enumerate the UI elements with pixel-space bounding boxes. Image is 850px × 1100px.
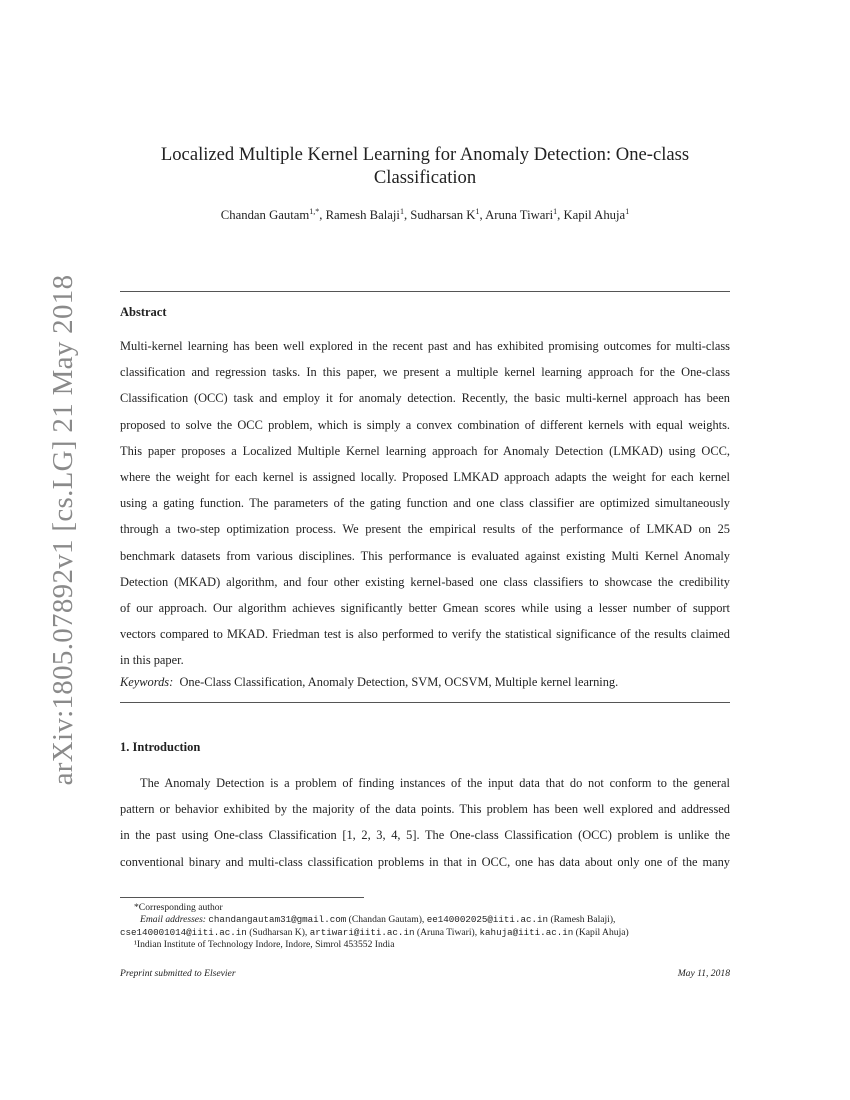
author: Aruna Tiwari [485,208,554,223]
email-label: Email addresses: [140,914,206,926]
abstract-line: of our approach. Our algorithm achieves significantly better Gmean scores while using a lesser number of support [120,600,730,615]
email-address: artiwari@iiti.ac.in [309,926,415,938]
author-list: Chandan Gautam$^{1,*}$, Ramesh Balaji$^1$, Sudharsan $K^1$, Aruna Tiwari$^1$, Kapil Ahuja$^1$ [220,207,630,223]
intro-line: conventional binary and multi-class classification problems in that in OCC, one has data about only one of the many [120,854,730,869]
author: Ramesh Balaji [325,208,400,223]
abstract-line: classification and regression tasks. In this paper, we present a multiple kernel learning approach for the One-class [120,365,730,380]
section-heading-introduction: 1. Introduction [120,740,201,754]
abstract-line: using a gating function. The parameters of the gating function and one class classifier are optimized simultaneously [120,496,730,511]
abstract-line: vectors compared to MKAD. Friedman test is also performed to verify the statistical significance of the results claimed [120,627,730,642]
footnote-affiliation: ¹Indian Institute of Technology Indore, Indore, Simrol 453552 India [134,939,395,951]
abstract-top-rule [120,291,730,292]
introduction-paragraph [120,770,730,875]
abstract-line: This paper proposes a Localized Multiple Kernel learning approach for Anomaly Detection (LMKAD) using OCC, [120,443,730,458]
keywords-label: Keywords: [120,675,174,689]
footnotes: *Corresponding author Email addresses: chandangautam31@gmail.com (Chandan Gautam), ee140002025@iiti.ac.in (Ramesh Balaji), cse140001014@iiti.ac.in (Sudharsan K), artiwari@iiti.ac.in (Aruna Tiwari), kahuja@iiti.ac.in (Kapil Ahuja) ¹Indian Institute of Technology Indore, Indore, Simrol 453552 India [120,902,730,952]
author: Sudharsan K [410,208,476,223]
arxiv-sidebar-stamp: arXiv:1805.07892v1 [cs.LG] 21 May 2018 [47,274,79,786]
abstract-bottom-rule [120,702,730,703]
intro-line: pattern or behavior exhibited by the majority of the data points. This problem has been well explored and addressed [120,802,730,817]
author: Chandan Gautam [220,208,310,223]
keywords-text: One-Class Classification, Anomaly Detection, SVM, OCSVM, Multiple kernel learning. [179,675,619,689]
abstract-line: Detection (MKAD) algorithm, and four other existing kernel-based one class classifiers to showcase the credibility [120,574,730,589]
footer-date: May 11, 2018 [677,968,730,979]
abstract-line: proposed to solve the OCC problem, which is simply a convex combination of different kernels with equal weights. [120,417,730,432]
abstract-body [120,333,730,673]
email-address: cse140001014@iiti.ac.in [120,926,247,938]
email-address: kahuja@iiti.ac.in [479,926,574,938]
abstract-line: through a two-step optimization process. We present the empirical results of the performance of LMKAD on 25 [120,522,730,537]
abstract-line: Multi-kernel learning has been well explored in the recent past and has exhibited promising outcomes for multi-class [120,339,730,353]
footer-preprint: Preprint submitted to Elsevier [120,968,236,979]
intro-line: The Anomaly Detection is a problem of finding instances of the input data that do not conform to the general [140,776,730,790]
author: Kapil Ahuja [563,208,626,223]
abstract-line: in this paper. [120,653,184,668]
footnote-corresponding: *Corresponding author [134,902,223,913]
footnote-rule [120,897,364,898]
keywords [120,675,618,690]
abstract-line: where the weight for each kernel is assigned locally. Proposed LMKAD approach adapts the weight for each kernel [120,469,730,484]
intro-line: in the past using One-class Classification [1, 2, 3, 4, 5]. The One-class Classification (OCC) problem is unlike the [120,828,730,843]
abstract-heading: Abstract [120,305,167,319]
abstract-line: Classification (OCC) task and employ it for anomaly detection. Recently, the basic multi-kernel approach has been [120,391,730,406]
paper-title: Localized Multiple Kernel Learning for Anomaly Detection: One-class Classification [160,144,690,188]
abstract-line: benchmark datasets from various disciplines. This performance is evaluated against existing Multi Kernel Anomaly [120,548,730,563]
email-address: ee140002025@iiti.ac.in [426,914,549,926]
email-address: chandangautam31@gmail.com [208,914,347,926]
